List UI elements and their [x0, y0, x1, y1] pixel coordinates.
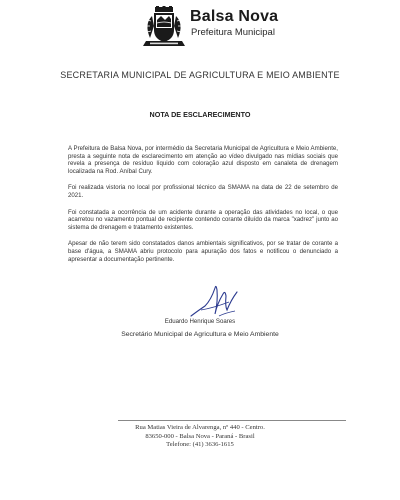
brand-name: Balsa Nova: [190, 8, 279, 25]
paragraph: Foi constatada a ocorrência de um acidente durante a operação das atividades no local, o que acarretou no vazamento pontual de recipiente contendo corante diluído da marca "xadrez" junto ao sistema de drenagem e tratamento existentes.: [68, 208, 338, 231]
signer-name: Eduardo Henrique Soares: [164, 318, 236, 325]
signer-role: Secretário Municipal de Agricultura e Meio Ambiente: [121, 331, 279, 338]
document-body: [68, 145, 338, 272]
footer-line: 83650-000 - Balsa Nova - Paraná - Brasil: [145, 432, 255, 440]
coat-of-arms-logo: [138, 6, 190, 50]
footer-divider: [118, 420, 346, 421]
document-title: NOTA DE ESCLARECIMENTO: [149, 110, 251, 119]
footer-line: Telefone: (41) 3636-1615: [166, 441, 234, 449]
paragraph: Foi realizada vistoria no local por profissional técnico da SMAMA na data de 22 de setembro de 2021.: [68, 184, 338, 199]
department-heading: SECRETARIA MUNICIPAL DE AGRICULTURA E MEIO AMBIENTE: [60, 70, 340, 80]
paragraph: Apesar de não terem sido constatados danos ambientais significativos, por se tratar de corante a base d'água, a SMAMA abriu protocolo para apuração dos fatos e notificou o denunciado a apresentar a documentação pertinente.: [68, 240, 338, 263]
footer-address: [0, 424, 400, 450]
footer-line: Rua Matias Vieira de Alvarenga, nº 440 - Centro.: [135, 424, 265, 431]
brand-subtitle: Prefeitura Municipal: [191, 27, 275, 38]
paragraph: A Prefeitura de Balsa Nova, por intermédio da Secretaria Municipal de Agricultura e Meio Ambiente, presta a seguinte nota de esclarecimento em atenção ao vídeo divulgado nas mídias sociais que revela a presença de resíduo líquido com coloração azul disposto em canaleta de drenagem localizada na Rod. Aníbal Cury.: [68, 145, 338, 175]
brand-block: [190, 8, 278, 38]
